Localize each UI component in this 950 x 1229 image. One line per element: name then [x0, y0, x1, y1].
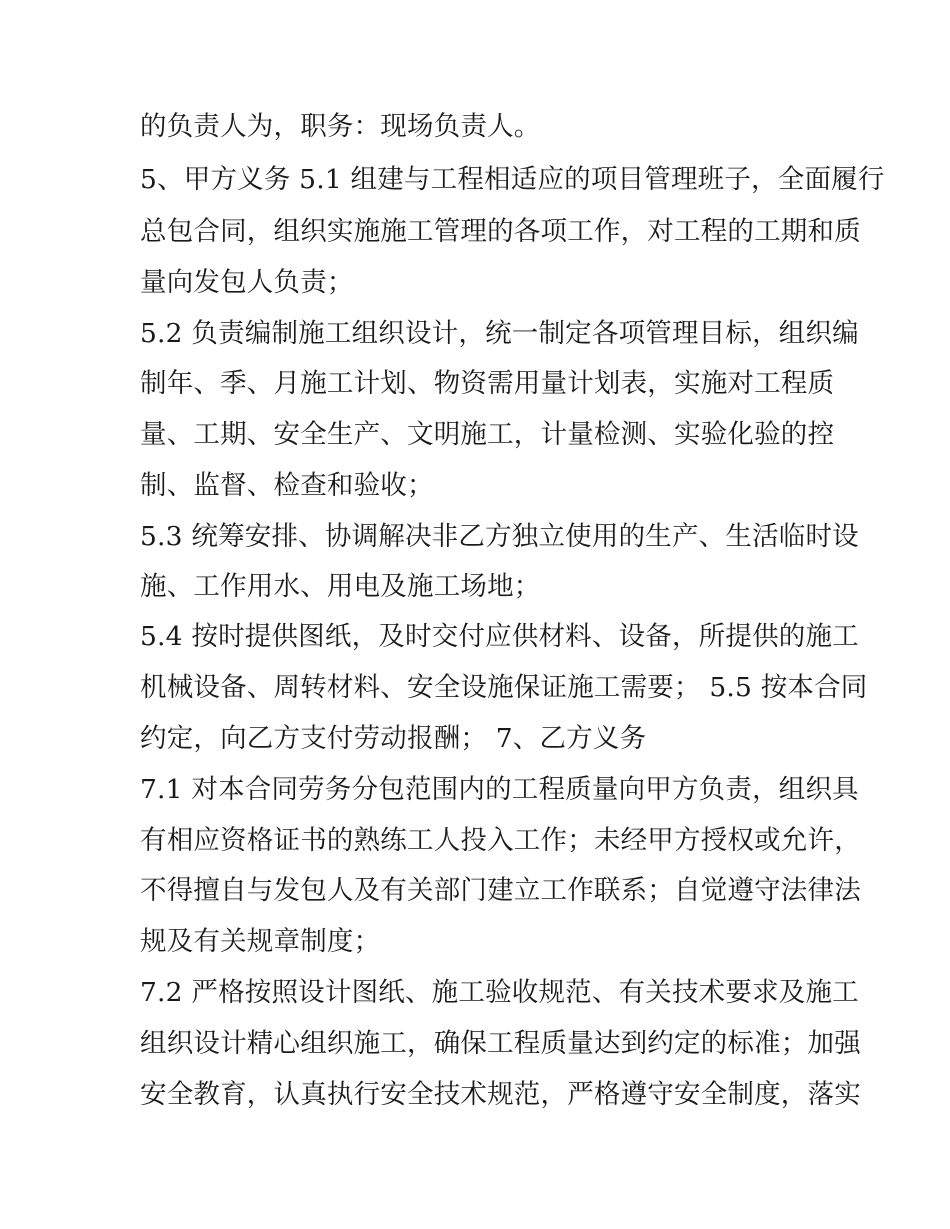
text-line: 机械设备、周转材料、安全设施保证施工需要； 5.5 按本合同	[140, 672, 868, 703]
text-line: 7.2 严格按照设计图纸、施工验收规范、有关技术要求及施工	[140, 977, 859, 1008]
text-line: 施、工作用水、用电及施工场地；	[140, 571, 541, 602]
text-line: 不得擅自与发包人及有关部门建立工作联系；自觉遵守法律法	[140, 875, 861, 906]
text-line: 规及有关规章制度；	[140, 926, 381, 957]
text-line: 的负责人为，职务：现场负责人。	[140, 111, 541, 142]
text-line: 5.4 按时提供图纸，及时交付应供材料、设备，所提供的施工	[140, 621, 859, 652]
text-line: 组织设计精心组织施工，确保工程质量达到约定的标准；加强	[140, 1028, 861, 1059]
text-line: 7.1 对本合同劳务分包范围内的工程质量向甲方负责，组织具	[140, 774, 859, 805]
text-line: 5.2 负责编制施工组织设计，统一制定各项管理目标，组织编	[140, 318, 859, 349]
text-line: 约定，向乙方支付劳动报酬； 7、乙方义务	[140, 723, 647, 754]
text-line: 量向发包人负责；	[140, 267, 354, 298]
text-line: 5.3 统筹安排、协调解决非乙方独立使用的生产、生活临时设	[140, 521, 859, 552]
text-line: 总包合同，组织实施施工管理的各项工作，对工程的工期和质	[140, 216, 861, 247]
text-line: 有相应资格证书的熟练工人投入工作；未经甲方授权或允许，	[140, 825, 861, 856]
text-line: 制、监督、检查和验收；	[140, 470, 434, 501]
text-line: 量、工期、安全生产、文明施工，计量检测、实验化验的控	[140, 419, 835, 450]
text-line: 制年、季、月施工计划、物资需用量计划表，实施对工程质	[140, 368, 835, 399]
text-line: 5、甲方义务 5.1 组建与工程相适应的项目管理班子，全面履行	[140, 164, 885, 195]
text-line: 安全教育，认真执行安全技术规范，严格遵守安全制度，落实	[140, 1079, 861, 1110]
